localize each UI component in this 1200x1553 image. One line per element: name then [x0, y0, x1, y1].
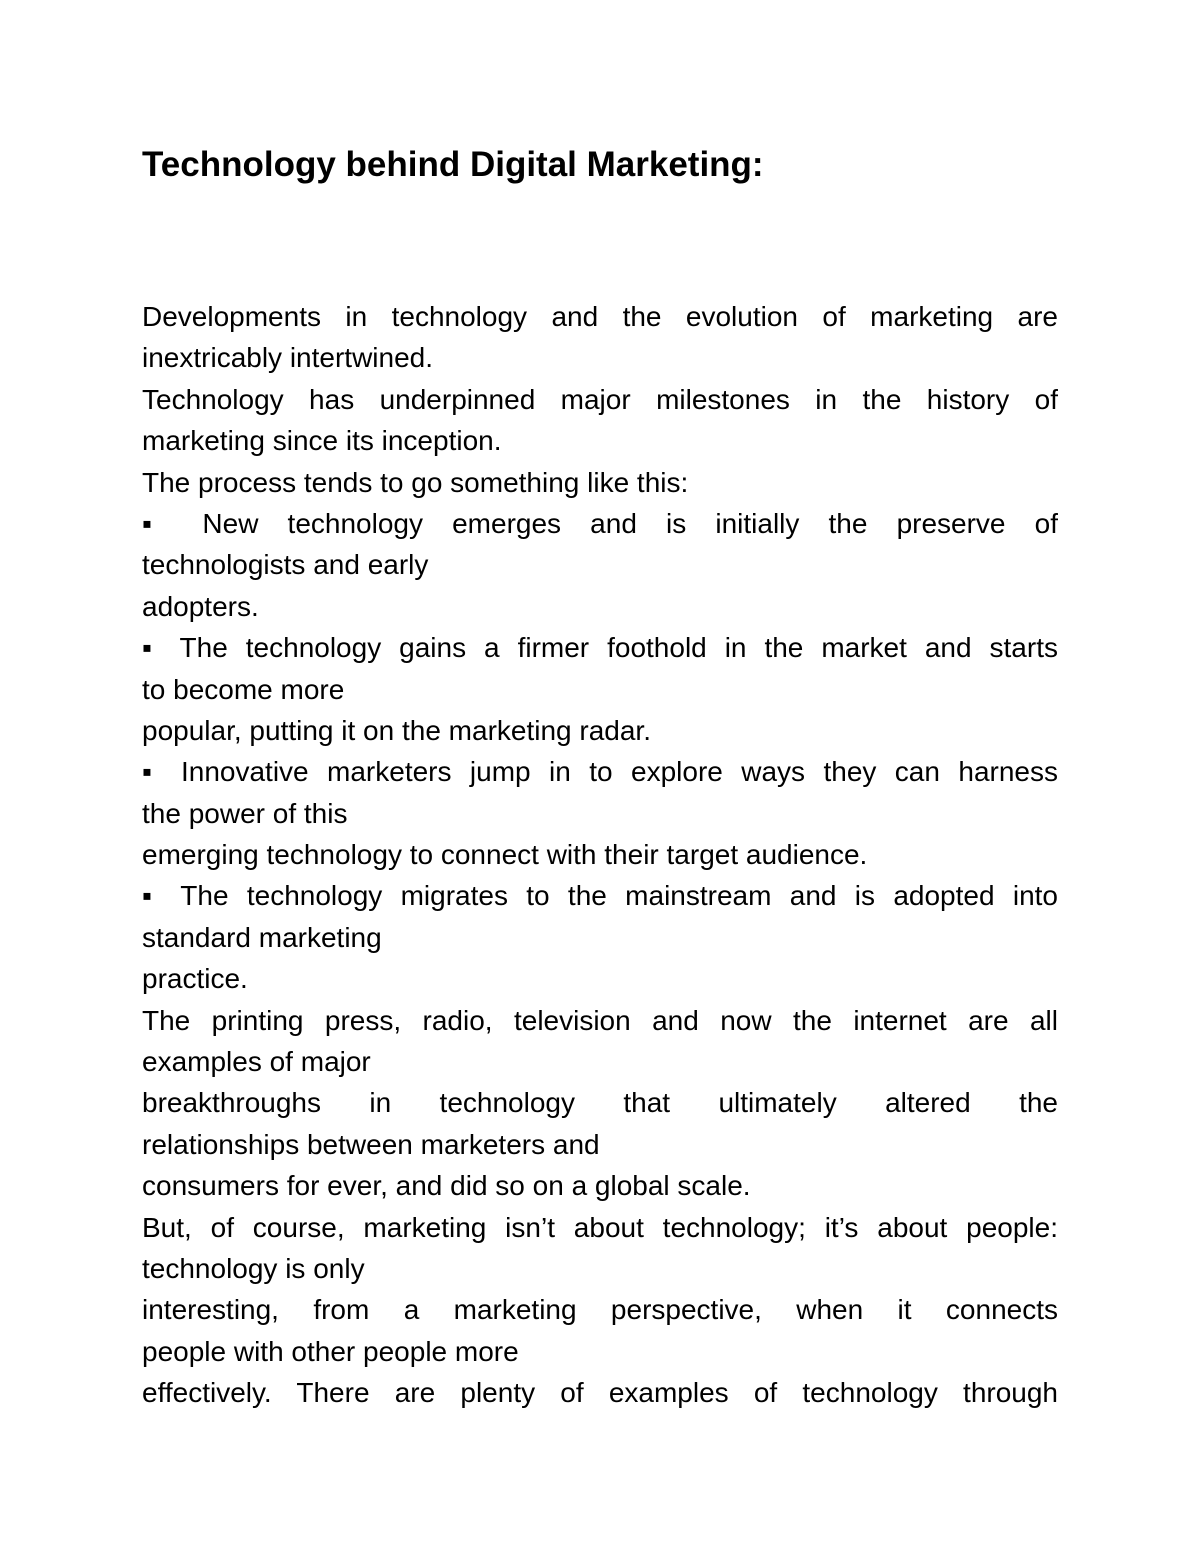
- text-line: But, of course, marketing isn’t about technology; it’s about people:: [142, 1211, 1058, 1243]
- text-line: emerging technology to connect with their target audience.: [142, 839, 868, 871]
- text-line: Technology has underpinned major milestones in the history of: [142, 383, 1058, 415]
- text-line: consumers for ever, and did so on a global scale.: [142, 1170, 751, 1202]
- document-body: [142, 296, 1058, 1414]
- bullet-line: ▪ The technology gains a firmer foothold in the market and starts: [142, 632, 1058, 664]
- text-line: practice.: [142, 963, 248, 995]
- text-line: inextricably intertwined.: [142, 342, 434, 374]
- document-title: Technology behind Digital Marketing:: [142, 145, 764, 184]
- text-line: The process tends to go something like this:: [142, 466, 689, 498]
- text-line: examples of major: [142, 1046, 371, 1078]
- text-line: the power of this: [142, 797, 348, 829]
- text-line: The printing press, radio, television and now the internet are all: [142, 1004, 1058, 1036]
- text-line: standard marketing: [142, 921, 382, 953]
- text-line: technology is only: [142, 1252, 365, 1284]
- text-line: relationships between marketers and: [142, 1128, 600, 1160]
- bullet-line: ▪ New technology emerges and is initially the preserve of: [142, 507, 1058, 539]
- bullet-line: ▪ Innovative marketers jump in to explore ways they can harness: [142, 756, 1058, 788]
- text-line: popular, putting it on the marketing radar.: [142, 714, 651, 746]
- text-line: adopters.: [142, 590, 259, 622]
- text-line: breakthroughs in technology that ultimately altered the: [142, 1087, 1058, 1119]
- text-line: Developments in technology and the evolution of marketing are: [142, 301, 1058, 332]
- text-line: interesting, from a marketing perspective, when it connects: [142, 1294, 1058, 1326]
- text-line: people with other people more: [142, 1335, 519, 1367]
- text-line: effectively. There are plenty of examples of technology through: [142, 1377, 1058, 1409]
- text-line: to become more: [142, 673, 345, 705]
- bullet-line: ▪ The technology migrates to the mainstream and is adopted into: [142, 880, 1058, 912]
- text-line: technologists and early: [142, 549, 429, 581]
- text-line: marketing since its inception.: [142, 425, 502, 457]
